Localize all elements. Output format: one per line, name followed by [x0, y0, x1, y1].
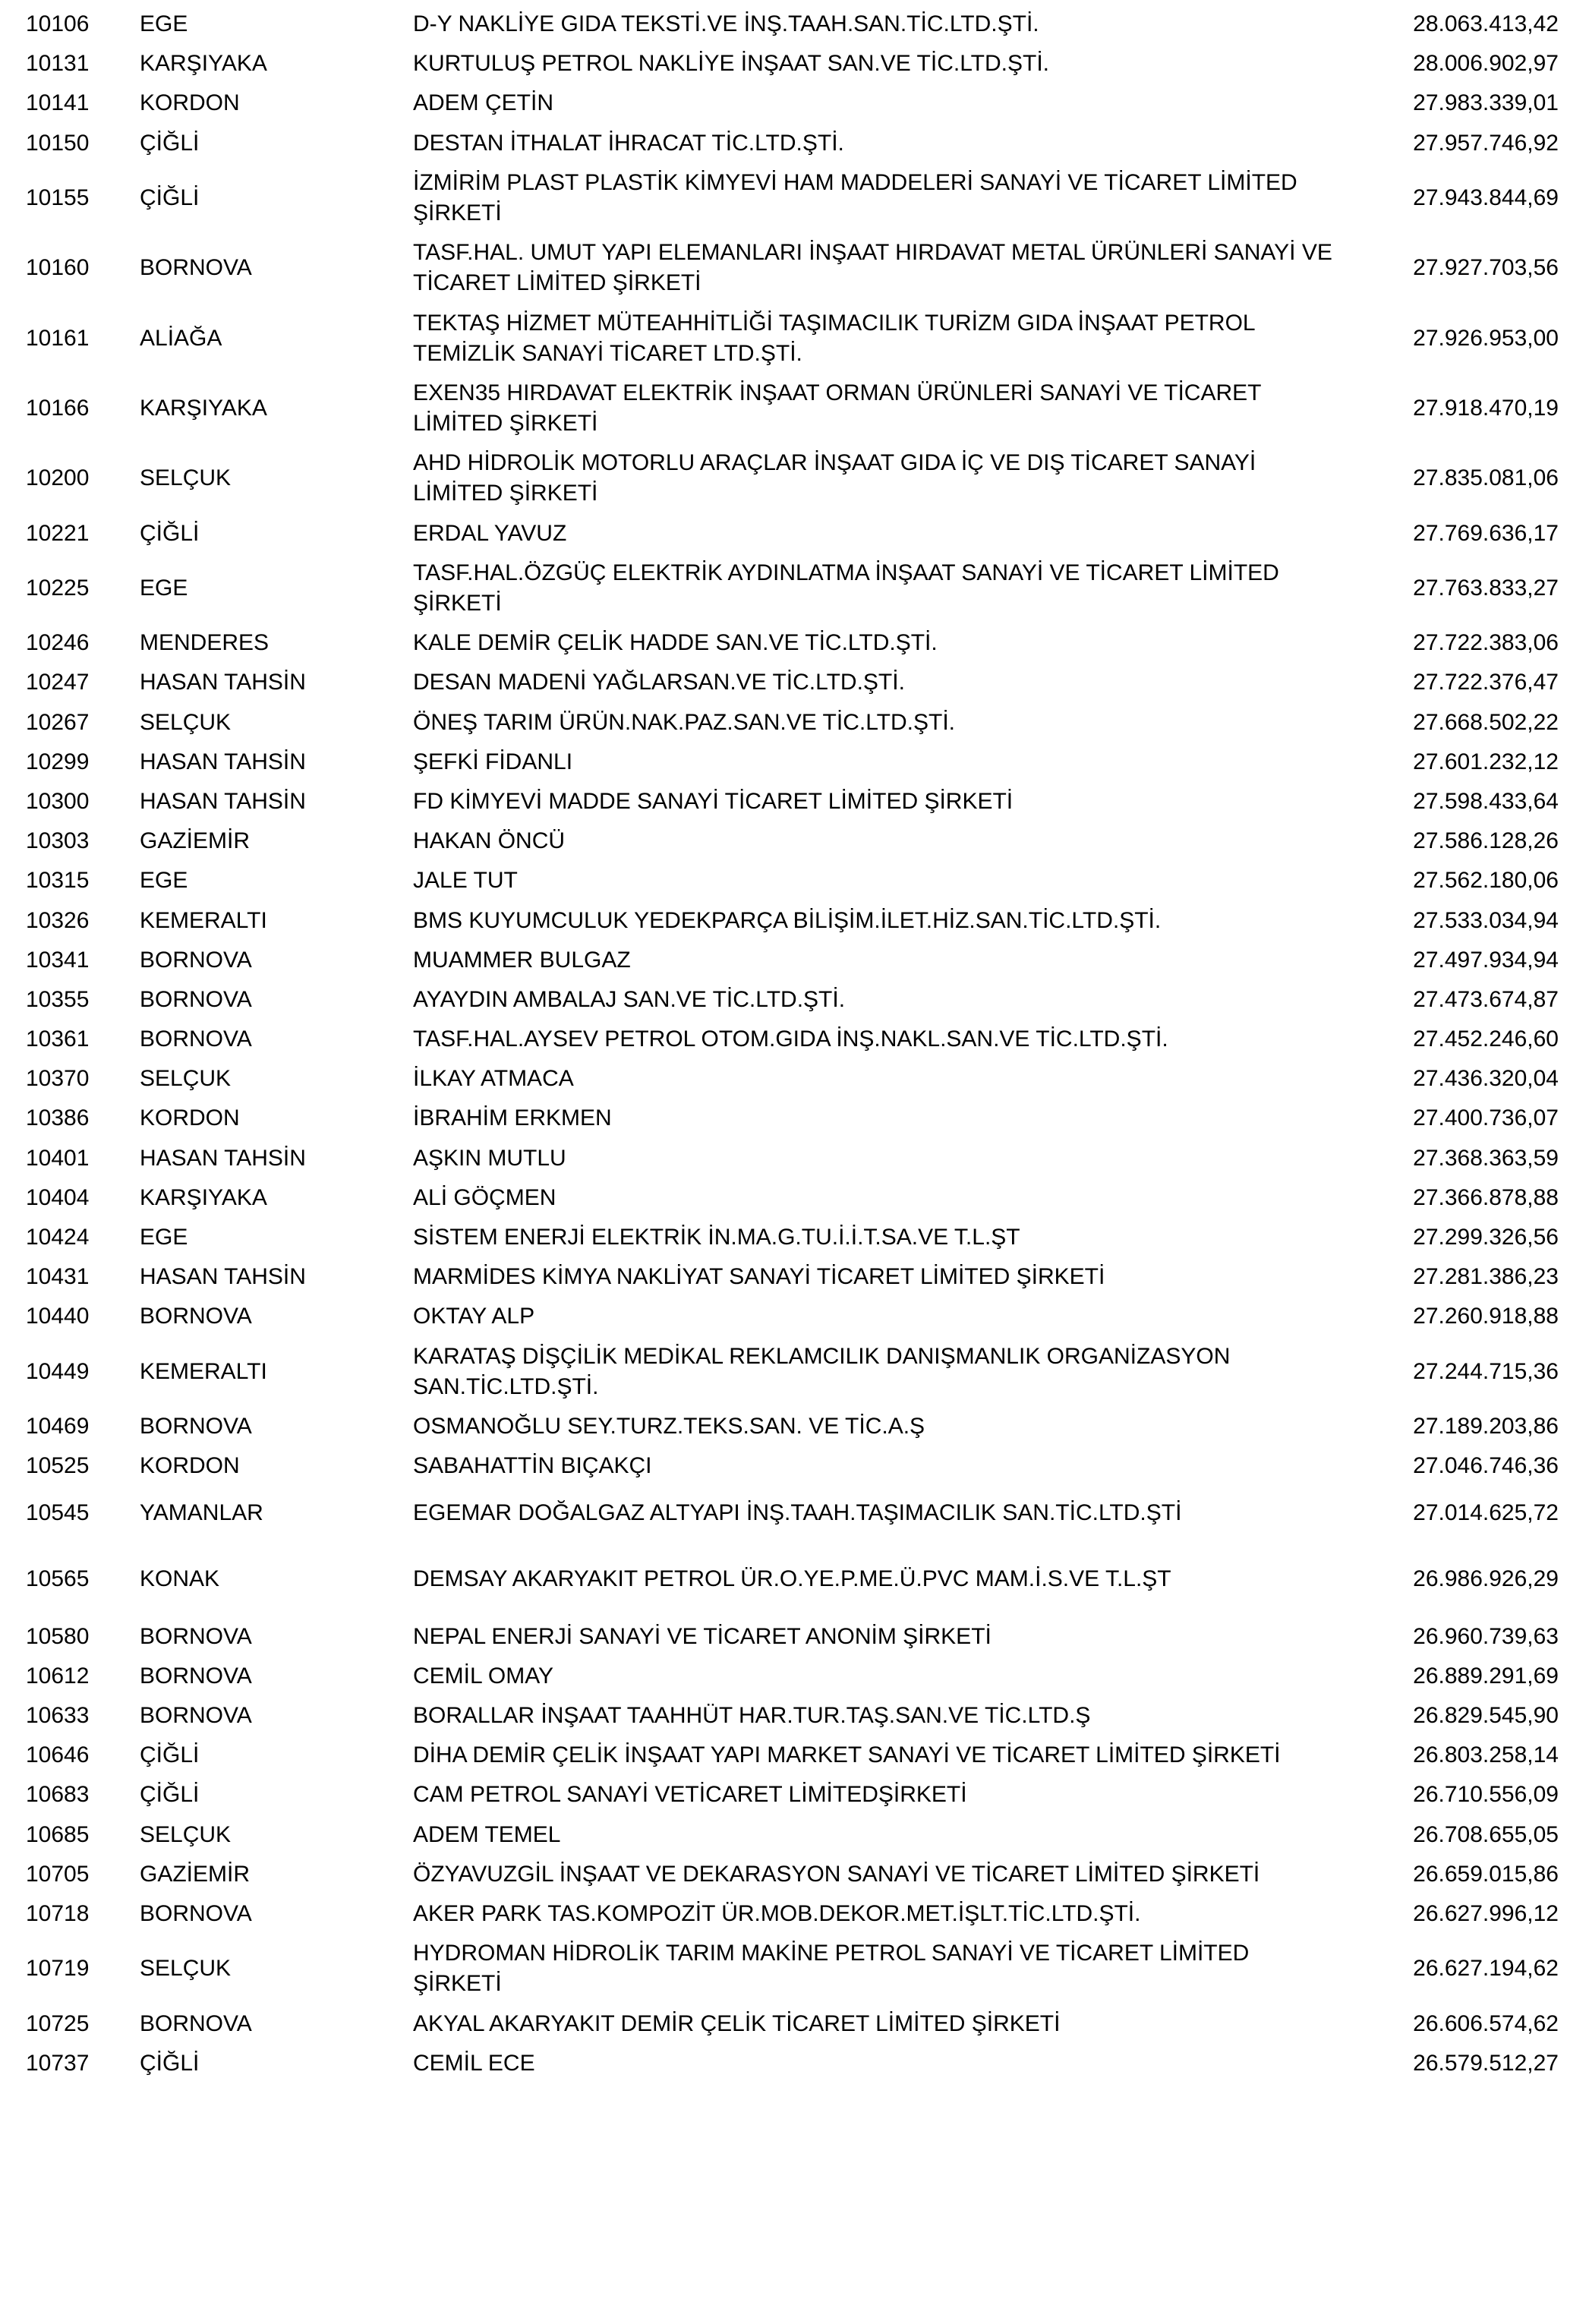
row-sequence-number: 10267 [26, 709, 90, 735]
row-debt-amount: 27.983.339,01 [1413, 90, 1559, 116]
row-tax-office: HASAN TAHSİN [140, 788, 306, 814]
row-taxpayer-name: SABAHATTİN BIÇAKÇI [413, 1453, 652, 1479]
row-sequence-number: 10370 [26, 1066, 90, 1092]
table-row [26, 1020, 1559, 1059]
row-debt-amount: 27.452.246,60 [1413, 1026, 1559, 1052]
row-tax-office: SELÇUK [140, 709, 232, 735]
row-debt-amount: 27.586.128,26 [1413, 828, 1559, 854]
row-taxpayer-name: HAKAN ÖNCÜ [413, 828, 566, 854]
row-taxpayer-name: DİHA DEMİR ÇELİK İNŞAAT YAPI MARKET SANAYİ VE TİCARET LİMİTED ŞİRKETİ [413, 1742, 1281, 1768]
row-taxpayer-name: D-Y NAKLİYE GIDA TEKSTİ.VE İNŞ.TAAH.SAN.TİC.LTD.ŞTİ. [413, 11, 1039, 36]
row-taxpayer-name: ADEM ÇETİN [413, 90, 554, 116]
row-tax-office: BORNOVA [140, 1026, 252, 1052]
row-tax-office: EGE [140, 868, 188, 894]
table-row [26, 980, 1559, 1020]
row-tax-office: BORNOVA [140, 1623, 252, 1649]
row-taxpayer-name: TASF.HAL.AYSEV PETROL OTOM.GIDA İNŞ.NAKL.SAN.VE TİC.LTD.ŞTİ. [413, 1026, 1168, 1052]
row-taxpayer-name: FD KİMYEVİ MADDE SANAYİ TİCARET LİMİTED ŞİRKETİ [413, 788, 1014, 814]
row-debt-amount: 26.960.739,63 [1413, 1623, 1559, 1649]
table-row [26, 941, 1559, 980]
table-row [26, 1541, 1559, 1617]
row-sequence-number: 10160 [26, 255, 90, 281]
row-debt-amount: 27.769.636,17 [1413, 520, 1559, 546]
table-row [26, 1407, 1559, 1446]
row-sequence-number: 10131 [26, 51, 90, 77]
row-sequence-number: 10646 [26, 1742, 90, 1768]
row-taxpayer-name: CAM PETROL SANAYİ VETİCARET LİMİTEDŞİRKETİ [413, 1782, 967, 1808]
row-debt-amount: 26.803.258,14 [1413, 1742, 1559, 1768]
row-sequence-number: 10247 [26, 670, 90, 695]
table-row [26, 304, 1559, 374]
row-sequence-number: 10737 [26, 2050, 90, 2076]
taxpayer-debt-table [26, 5, 1559, 2083]
row-taxpayer-name: HYDROMAN HİDROLİK TARIM MAKİNE PETROL SANAYİ VE TİCARET LİMİTED ŞİRKETİ [413, 1941, 1250, 1997]
row-taxpayer-name: BMS KUYUMCULUK YEDEKPARÇA BİLİŞİM.İLET.HİZ.SAN.TİC.LTD.ŞTİ. [413, 907, 1162, 933]
table-row [26, 1218, 1559, 1257]
row-taxpayer-name: ÖNEŞ TARIM ÜRÜN.NAK.PAZ.SAN.VE TİC.LTD.ŞTİ. [413, 709, 955, 735]
row-debt-amount: 27.014.625,72 [1413, 1500, 1559, 1526]
row-taxpayer-name: KURTULUŞ PETROL NAKLİYE İNŞAAT SAN.VE TİC.LTD.ŞTİ. [413, 51, 1049, 77]
row-taxpayer-name: TASF.HAL.ÖZGÜÇ ELEKTRİK AYDINLATMA İNŞAAT SANAYİ VE TİCARET LİMİTED ŞİRKETİ [413, 560, 1279, 616]
table-row [26, 1178, 1559, 1218]
table-row [26, 2004, 1559, 2044]
row-tax-office: BORNOVA [140, 986, 252, 1012]
table-row [26, 5, 1559, 44]
row-debt-amount: 27.562.180,06 [1413, 868, 1559, 894]
row-tax-office: HASAN TAHSİN [140, 1264, 306, 1290]
row-debt-amount: 28.063.413,42 [1413, 11, 1559, 36]
table-row [26, 1934, 1559, 2004]
row-sequence-number: 10705 [26, 1861, 90, 1887]
row-taxpayer-name: DESTAN İTHALAT İHRACAT TİC.LTD.ŞTİ. [413, 130, 844, 156]
row-sequence-number: 10440 [26, 1304, 90, 1329]
row-taxpayer-name: DESAN MADENİ YAĞLARSAN.VE TİC.LTD.ŞTİ. [413, 670, 905, 695]
row-debt-amount: 26.710.556,09 [1413, 1782, 1559, 1808]
row-taxpayer-name: KALE DEMİR ÇELİK HADDE SAN.VE TİC.LTD.ŞTİ. [413, 630, 938, 656]
table-row [26, 1446, 1559, 1486]
row-sequence-number: 10106 [26, 11, 90, 36]
row-tax-office: KONAK [140, 1566, 220, 1591]
row-sequence-number: 10386 [26, 1105, 90, 1131]
row-tax-office: KARŞIYAKA [140, 51, 267, 77]
row-sequence-number: 10303 [26, 828, 90, 854]
row-debt-amount: 26.579.512,27 [1413, 2050, 1559, 2076]
row-taxpayer-name: İZMİRİM PLAST PLASTİK KİMYEVİ HAM MADDELERİ SANAYİ VE TİCARET LİMİTED ŞİRKETİ [413, 169, 1297, 225]
row-debt-amount: 27.046.746,36 [1413, 1453, 1559, 1479]
row-sequence-number: 10326 [26, 907, 90, 933]
row-sequence-number: 10525 [26, 1453, 90, 1479]
row-tax-office: KORDON [140, 1105, 240, 1131]
row-taxpayer-name: MARMİDES KİMYA NAKLİYAT SANAYİ TİCARET LİMİTED ŞİRKETİ [413, 1264, 1105, 1290]
table-row [26, 782, 1559, 821]
row-tax-office: SELÇUK [140, 465, 232, 491]
row-sequence-number: 10150 [26, 130, 90, 156]
row-taxpayer-name: AYAYDIN AMBALAJ SAN.VE TİC.LTD.ŞTİ. [413, 986, 846, 1012]
row-tax-office: HASAN TAHSİN [140, 1145, 306, 1171]
row-debt-amount: 27.601.232,12 [1413, 749, 1559, 774]
row-sequence-number: 10580 [26, 1623, 90, 1649]
row-tax-office: ÇİĞLİ [140, 1782, 200, 1808]
table-row [26, 84, 1559, 123]
row-tax-office: BORNOVA [140, 255, 252, 281]
row-sequence-number: 10355 [26, 986, 90, 1012]
row-taxpayer-name: CEMİL OMAY [413, 1663, 554, 1689]
row-sequence-number: 10424 [26, 1225, 90, 1250]
row-sequence-number: 10361 [26, 1026, 90, 1052]
table-row [26, 2044, 1559, 2083]
table-row [26, 1297, 1559, 1336]
row-debt-amount: 27.400.736,07 [1413, 1105, 1559, 1131]
row-debt-amount: 27.436.320,04 [1413, 1066, 1559, 1092]
row-tax-office: SELÇUK [140, 1821, 232, 1847]
row-debt-amount: 27.189.203,86 [1413, 1413, 1559, 1439]
row-tax-office: BORNOVA [140, 1663, 252, 1689]
row-tax-office: ÇİĞLİ [140, 520, 200, 546]
row-sequence-number: 10431 [26, 1264, 90, 1290]
row-debt-amount: 26.829.545,90 [1413, 1703, 1559, 1729]
row-taxpayer-name: JALE TUT [413, 868, 518, 894]
row-debt-amount: 26.627.996,12 [1413, 1901, 1559, 1926]
table-row [26, 743, 1559, 782]
row-debt-amount: 27.366.878,88 [1413, 1184, 1559, 1210]
table-row [26, 663, 1559, 702]
table-row [26, 44, 1559, 84]
row-taxpayer-name: AŞKIN MUTLU [413, 1145, 566, 1171]
table-body [26, 5, 1559, 2083]
row-taxpayer-name: SİSTEM ENERJİ ELEKTRİK İN.MA.G.TU.İ.İ.T.SA.VE T.L.ŞT [413, 1225, 1020, 1250]
row-sequence-number: 10449 [26, 1358, 90, 1384]
row-taxpayer-name: MUAMMER BULGAZ [413, 947, 631, 973]
row-debt-amount: 26.889.291,69 [1413, 1663, 1559, 1689]
row-tax-office: EGE [140, 575, 188, 601]
table-row [26, 1855, 1559, 1894]
table-row [26, 374, 1559, 443]
row-tax-office: KARŞIYAKA [140, 1184, 267, 1210]
row-taxpayer-name: NEPAL ENERJİ SANAYİ VE TİCARET ANONİM ŞİRKETİ [413, 1623, 992, 1649]
row-debt-amount: 27.918.470,19 [1413, 395, 1559, 421]
table-row [26, 1657, 1559, 1696]
row-tax-office: SELÇUK [140, 1956, 232, 1982]
row-tax-office: KORDON [140, 1453, 240, 1479]
row-sequence-number: 10299 [26, 749, 90, 774]
row-taxpayer-name: TASF.HAL. UMUT YAPI ELEMANLARI İNŞAAT HIRDAVAT METAL ÜRÜNLERİ SANAYİ VE TİCARET LİMİTED ŞİRKETİ [413, 240, 1332, 296]
row-taxpayer-name: İBRAHİM ERKMEN [413, 1105, 612, 1131]
row-sequence-number: 10141 [26, 90, 90, 116]
row-tax-office: BORNOVA [140, 1413, 252, 1439]
row-sequence-number: 10225 [26, 575, 90, 601]
row-sequence-number: 10404 [26, 1184, 90, 1210]
table-row [26, 443, 1559, 513]
row-tax-office: GAZİEMİR [140, 1861, 251, 1887]
table-row [26, 514, 1559, 553]
row-debt-amount: 27.668.502,22 [1413, 709, 1559, 735]
row-taxpayer-name: AKYAL AKARYAKIT DEMİR ÇELİK TİCARET LİMİTED ŞİRKETİ [413, 2010, 1061, 2036]
row-sequence-number: 10246 [26, 630, 90, 656]
row-taxpayer-name: AHD HİDROLİK MOTORLU ARAÇLAR İNŞAAT GIDA İÇ VE DIŞ TİCARET SANAYİ LİMİTED ŞİRKETİ [413, 450, 1256, 506]
table-row [26, 1894, 1559, 1934]
row-debt-amount: 26.659.015,86 [1413, 1861, 1559, 1887]
row-debt-amount: 27.533.034,94 [1413, 907, 1559, 933]
row-sequence-number: 10725 [26, 2010, 90, 2036]
row-debt-amount: 27.281.386,23 [1413, 1264, 1559, 1290]
row-taxpayer-name: EXEN35 HIRDAVAT ELEKTRİK İNŞAAT ORMAN ÜRÜNLERİ SANAYİ VE TİCARET LİMİTED ŞİRKETİ [413, 380, 1261, 437]
row-taxpayer-name: CEMİL ECE [413, 2050, 535, 2076]
row-debt-amount: 26.627.194,62 [1413, 1956, 1559, 1982]
row-sequence-number: 10341 [26, 947, 90, 973]
table-row [26, 1139, 1559, 1178]
row-tax-office: ÇİĞLİ [140, 184, 200, 210]
row-tax-office: ALİAĞA [140, 325, 222, 351]
row-debt-amount: 27.957.746,92 [1413, 130, 1559, 156]
row-taxpayer-name: BORALLAR İNŞAAT TAAHHÜT HAR.TUR.TAŞ.SAN.VE TİC.LTD.Ş [413, 1703, 1091, 1729]
table-row [26, 553, 1559, 623]
row-debt-amount: 27.299.326,56 [1413, 1225, 1559, 1250]
row-debt-amount: 27.763.833,27 [1413, 575, 1559, 601]
row-taxpayer-name: ADEM TEMEL [413, 1821, 561, 1847]
table-row [26, 1257, 1559, 1297]
table-row [26, 1736, 1559, 1775]
row-tax-office: ÇİĞLİ [140, 130, 200, 156]
row-debt-amount: 27.368.363,59 [1413, 1145, 1559, 1171]
table-row [26, 1617, 1559, 1657]
table-row [26, 1775, 1559, 1815]
row-tax-office: GAZİEMİR [140, 828, 251, 854]
table-row [26, 1486, 1559, 1540]
row-taxpayer-name: ŞEFKİ FİDANLI [413, 749, 573, 774]
row-debt-amount: 27.473.674,87 [1413, 986, 1559, 1012]
row-tax-office: BORNOVA [140, 1703, 252, 1729]
row-tax-office: EGE [140, 1225, 188, 1250]
row-tax-office: EGE [140, 11, 188, 36]
row-sequence-number: 10161 [26, 325, 90, 351]
row-sequence-number: 10155 [26, 184, 90, 210]
row-tax-office: KEMERALTI [140, 1358, 267, 1384]
row-taxpayer-name: AKER PARK TAS.KOMPOZİT ÜR.MOB.DEKOR.MET.İŞLT.TİC.LTD.ŞTİ. [413, 1901, 1141, 1926]
row-sequence-number: 10633 [26, 1703, 90, 1729]
row-debt-amount: 27.943.844,69 [1413, 184, 1559, 210]
row-taxpayer-name: DEMSAY AKARYAKIT PETROL ÜR.O.YE.P.ME.Ü.PVC MAM.İ.S.VE T.L.ŞT [413, 1566, 1171, 1591]
row-taxpayer-name: OKTAY ALP [413, 1304, 535, 1329]
row-tax-office: BORNOVA [140, 1304, 252, 1329]
row-debt-amount: 27.260.918,88 [1413, 1304, 1559, 1329]
row-taxpayer-name: KARATAŞ DİŞÇİLİK MEDİKAL REKLAMCILIK DANIŞMANLIK ORGANİZASYON SAN.TİC.LTD.ŞTİ. [413, 1343, 1231, 1399]
row-sequence-number: 10469 [26, 1413, 90, 1439]
row-sequence-number: 10401 [26, 1145, 90, 1171]
row-taxpayer-name: İLKAY ATMACA [413, 1066, 574, 1092]
row-tax-office: ÇİĞLİ [140, 2050, 200, 2076]
row-taxpayer-name: ALİ GÖÇMEN [413, 1184, 556, 1210]
row-sequence-number: 10683 [26, 1782, 90, 1808]
row-tax-office: BORNOVA [140, 2010, 252, 2036]
row-tax-office: KARŞIYAKA [140, 395, 267, 421]
table-row [26, 124, 1559, 163]
row-tax-office: KEMERALTI [140, 907, 267, 933]
row-debt-amount: 27.835.081,06 [1413, 465, 1559, 491]
row-tax-office: HASAN TAHSİN [140, 749, 306, 774]
row-tax-office: HASAN TAHSİN [140, 670, 306, 695]
row-taxpayer-name: OSMANOĞLU SEY.TURZ.TEKS.SAN. VE TİC.A.Ş [413, 1413, 925, 1439]
table-row [26, 901, 1559, 941]
row-sequence-number: 10612 [26, 1663, 90, 1689]
row-sequence-number: 10200 [26, 465, 90, 491]
table-row [26, 1059, 1559, 1099]
row-sequence-number: 10300 [26, 788, 90, 814]
row-debt-amount: 27.722.376,47 [1413, 670, 1559, 695]
row-tax-office: BORNOVA [140, 947, 252, 973]
row-taxpayer-name: ERDAL YAVUZ [413, 520, 567, 546]
row-tax-office: BORNOVA [140, 1901, 252, 1926]
row-sequence-number: 10166 [26, 395, 90, 421]
row-debt-amount: 26.986.926,29 [1413, 1566, 1559, 1591]
row-sequence-number: 10221 [26, 520, 90, 546]
row-tax-office: MENDERES [140, 630, 270, 656]
table-row [26, 821, 1559, 861]
row-tax-office: YAMANLAR [140, 1500, 263, 1526]
row-debt-amount: 27.927.703,56 [1413, 255, 1559, 281]
table-row [26, 233, 1559, 303]
row-taxpayer-name: TEKTAŞ HİZMET MÜTEAHHİTLİĞİ TAŞIMACILIK TURİZM GIDA İNŞAAT PETROL TEMİZLİK SANAYİ TİCARET LTD.ŞTİ. [413, 310, 1255, 366]
table-row [26, 1815, 1559, 1855]
row-tax-office: SELÇUK [140, 1066, 232, 1092]
table-row [26, 1099, 1559, 1138]
table-row [26, 163, 1559, 233]
table-row [26, 1696, 1559, 1736]
row-sequence-number: 10565 [26, 1566, 90, 1591]
row-debt-amount: 27.244.715,36 [1413, 1358, 1559, 1384]
row-debt-amount: 27.722.383,06 [1413, 630, 1559, 656]
row-debt-amount: 26.708.655,05 [1413, 1821, 1559, 1847]
row-taxpayer-name: ÖZYAVUZGİL İNŞAAT VE DEKARASYON SANAYİ VE TİCARET LİMİTED ŞİRKETİ [413, 1861, 1260, 1887]
row-debt-amount: 27.926.953,00 [1413, 325, 1559, 351]
table-row [26, 1337, 1559, 1407]
table-row [26, 703, 1559, 743]
row-debt-amount: 27.598.433,64 [1413, 788, 1559, 814]
row-tax-office: ÇİĞLİ [140, 1742, 200, 1768]
row-taxpayer-name: EGEMAR DOĞALGAZ ALTYAPI İNŞ.TAAH.TAŞIMACILIK SAN.TİC.LTD.ŞTİ [413, 1500, 1182, 1526]
row-sequence-number: 10685 [26, 1821, 90, 1847]
row-debt-amount: 28.006.902,97 [1413, 51, 1559, 77]
row-tax-office: KORDON [140, 90, 240, 116]
row-sequence-number: 10545 [26, 1500, 90, 1526]
row-sequence-number: 10719 [26, 1956, 90, 1982]
row-sequence-number: 10315 [26, 868, 90, 894]
row-sequence-number: 10718 [26, 1901, 90, 1926]
table-row [26, 861, 1559, 900]
row-debt-amount: 26.606.574,62 [1413, 2010, 1559, 2036]
table-row [26, 623, 1559, 663]
row-debt-amount: 27.497.934,94 [1413, 947, 1559, 973]
